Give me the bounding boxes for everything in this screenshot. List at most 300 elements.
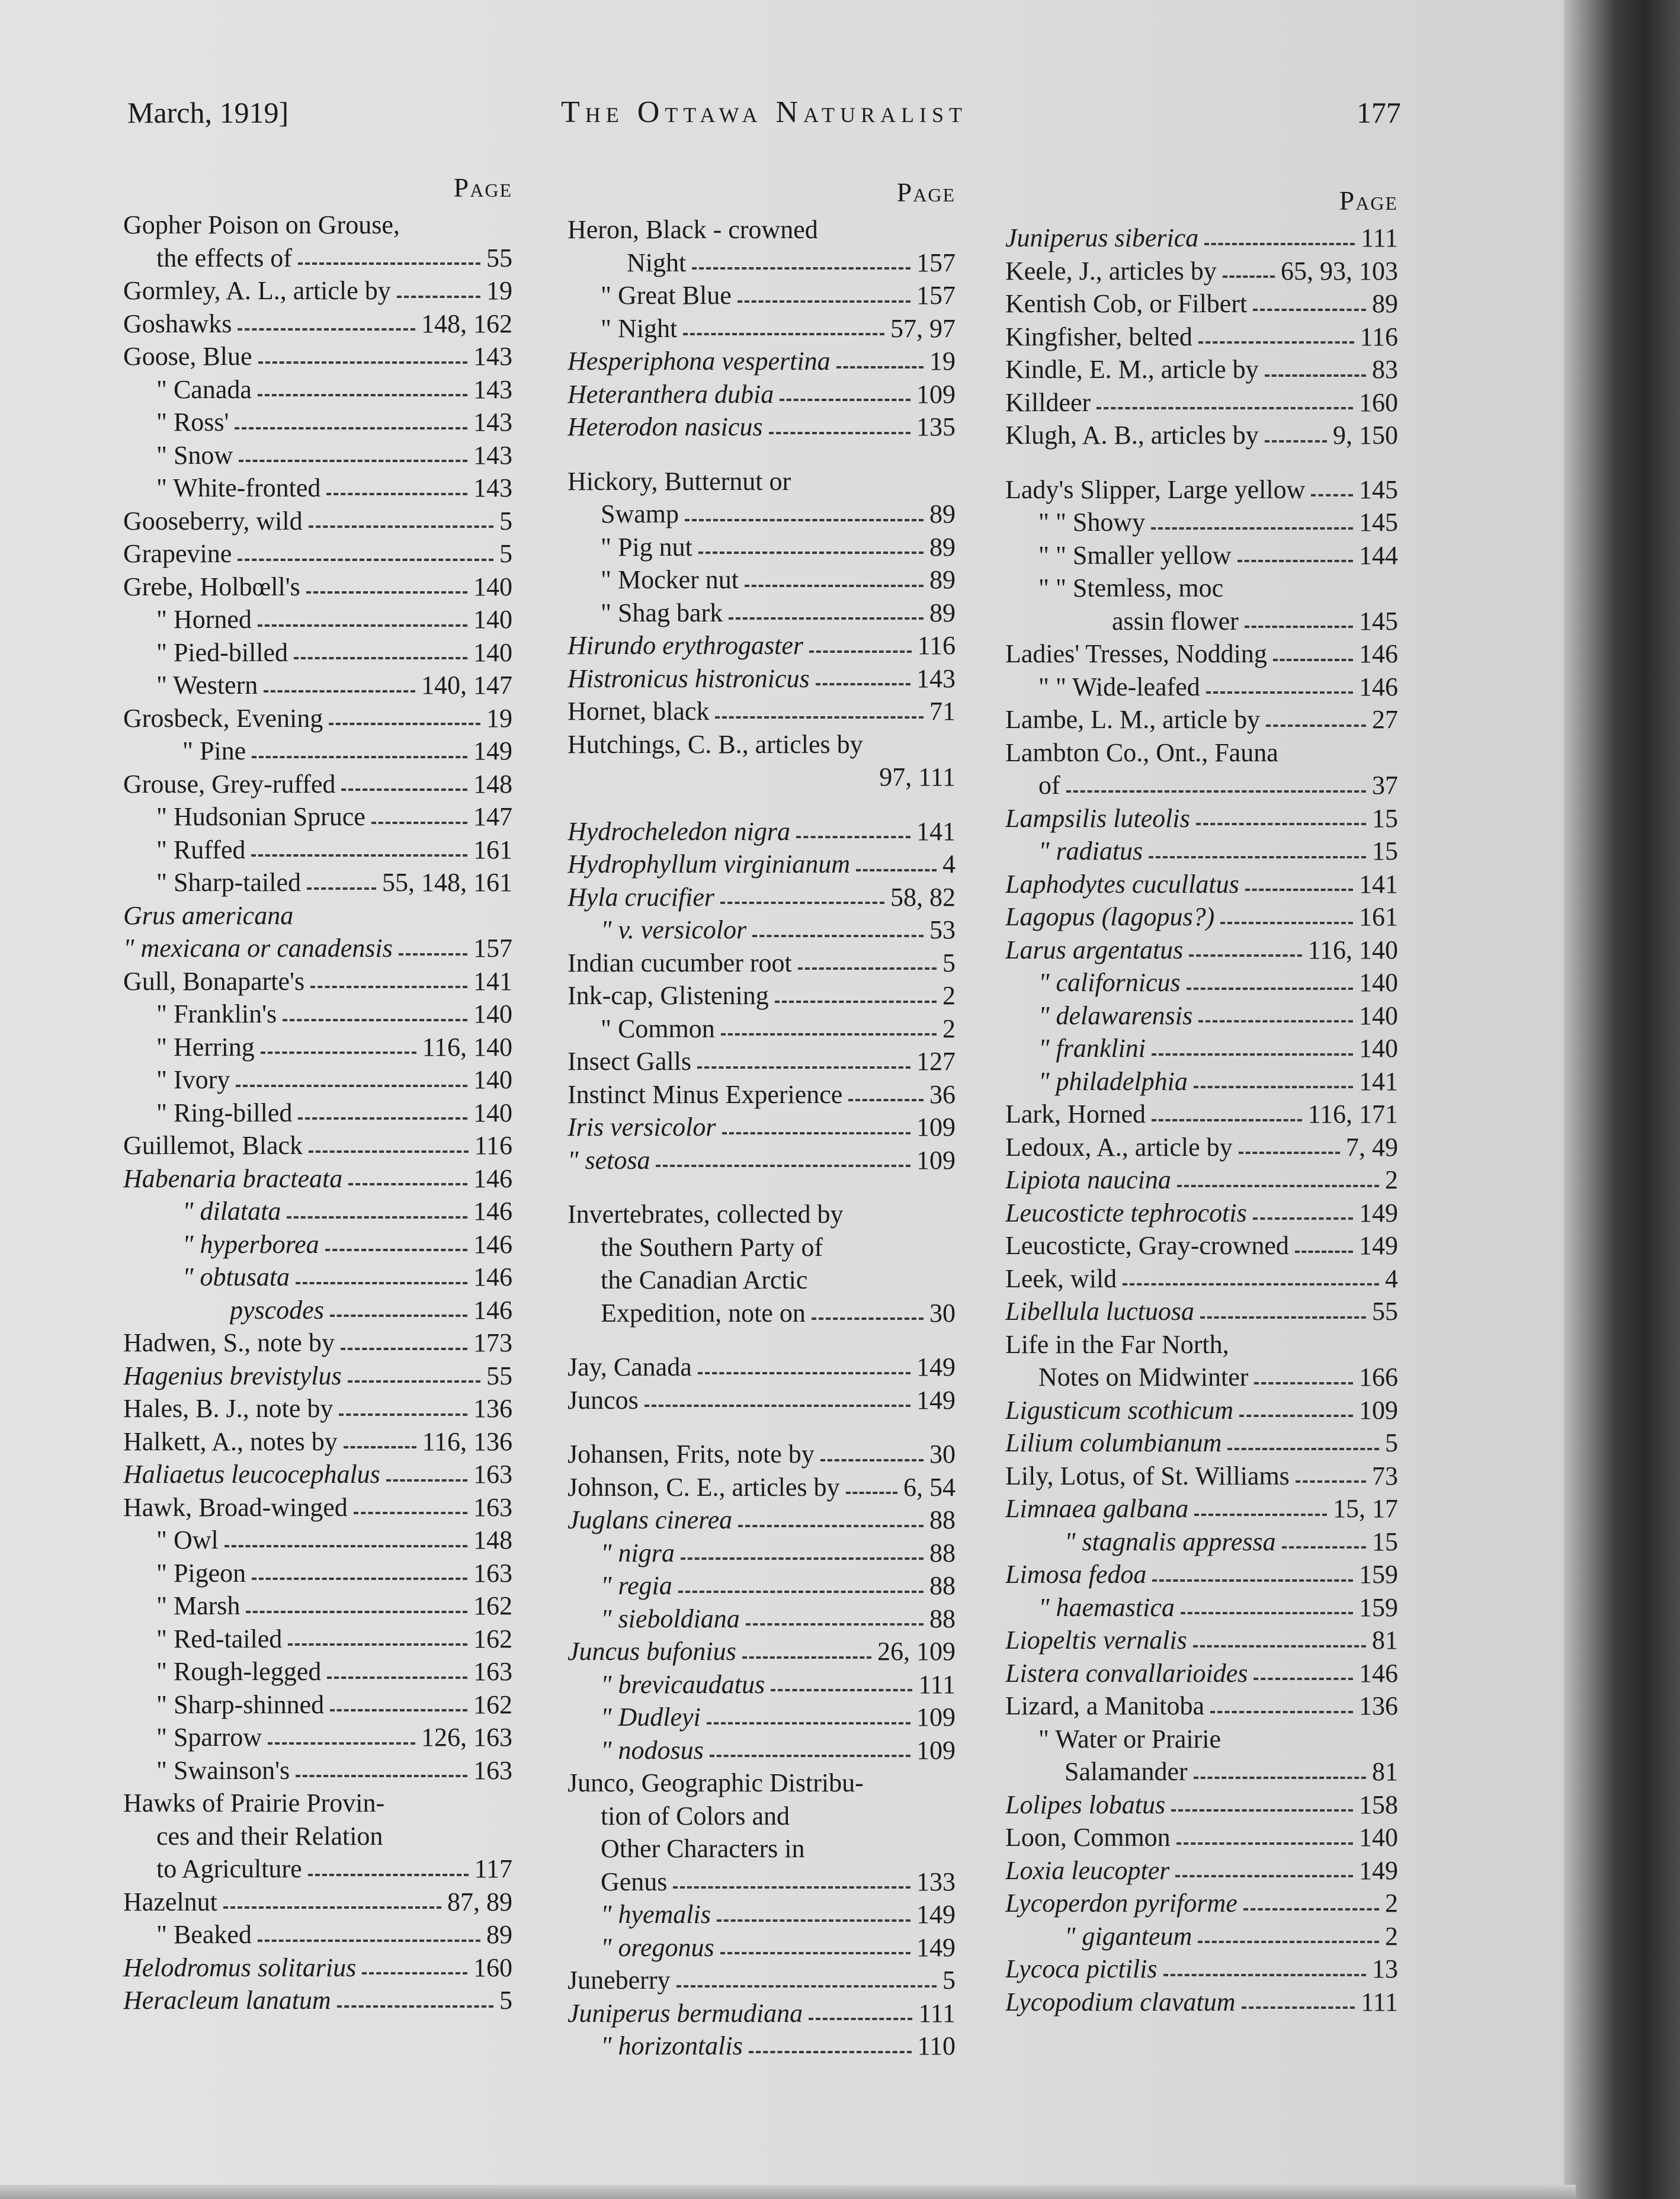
index-entry (123, 406, 512, 439)
index-entry (123, 1031, 512, 1064)
index-column-3 (1005, 180, 1398, 2018)
index-entry (123, 439, 512, 472)
dot-leader (283, 1019, 467, 1021)
index-entry (1005, 1887, 1398, 1920)
entry-term: Salamander (1065, 1757, 1188, 1786)
index-entry (1005, 222, 1398, 255)
dot-leader (798, 967, 937, 970)
entry-term: Juniperus siberica (1005, 223, 1199, 252)
dot-leader (1311, 494, 1353, 496)
entry-pages: 146 (473, 1163, 512, 1193)
dot-leader (1242, 2006, 1355, 2009)
dot-leader (296, 1775, 467, 1777)
dot-leader (1152, 1119, 1302, 1121)
dot-leader (341, 1348, 467, 1350)
index-entry (568, 465, 956, 498)
dot-leader (310, 986, 467, 988)
page-bottom-edge (0, 2185, 1576, 2199)
entry-term: Notes on Midwinter (1038, 1363, 1249, 1392)
index-entry (1005, 1591, 1398, 1624)
entry-term: Heterodon nasicus (568, 412, 763, 441)
index-entry (1005, 1821, 1398, 1854)
dot-leader (673, 1886, 910, 1889)
index-entry (1005, 671, 1398, 704)
index-entry (568, 629, 956, 662)
dot-leader (223, 1906, 441, 1909)
entry-term: Lambe, L. M., article by (1005, 705, 1261, 734)
index-entry (123, 1787, 512, 1820)
dot-leader (298, 262, 480, 265)
entry-term: " californicus (1038, 968, 1181, 997)
dot-leader (1152, 1053, 1353, 1056)
index-entry (123, 965, 512, 998)
entry-pages: 88 (929, 1571, 956, 1600)
entry-pages: 88 (929, 1604, 956, 1633)
index-entry (123, 1392, 512, 1425)
dot-leader (251, 854, 467, 857)
index-entry (1005, 353, 1398, 386)
index-entry (123, 768, 512, 801)
index-entry (1005, 1624, 1398, 1657)
dot-leader (752, 935, 924, 937)
dot-leader (268, 1742, 415, 1745)
index-entry (123, 472, 512, 505)
entry-term: Haliaetus leucocephalus (123, 1460, 380, 1489)
entry-term: " Sharp-tailed (156, 868, 301, 897)
index-entry (1005, 1163, 1398, 1197)
index-entry (1005, 637, 1398, 671)
entry-pages: 26, 109 (877, 1637, 956, 1666)
entry-pages: 2 (1385, 1165, 1398, 1194)
entry-pages: 117 (474, 1854, 512, 1883)
entry-pages: 173 (473, 1328, 512, 1357)
index-entry (1005, 835, 1398, 868)
entry-term: " Pine (182, 736, 246, 765)
dot-leader (348, 1183, 467, 1185)
entry-term: Gull, Bonaparte's (123, 966, 305, 996)
dot-leader (1282, 1546, 1366, 1549)
entry-pages: 5 (1385, 1428, 1398, 1457)
entry-term: " franklini (1038, 1034, 1146, 1063)
index-entry (568, 1767, 956, 1800)
dot-leader (738, 300, 910, 303)
entry-term: tion of Colors and (601, 1801, 790, 1831)
entry-term: " obtusata (182, 1262, 290, 1291)
index-entry (1005, 703, 1398, 736)
entry-pages: 149 (916, 1385, 956, 1415)
entry-term: Loon, Common (1005, 1823, 1171, 1852)
entry-term: Juglans cinerea (568, 1505, 733, 1534)
entry-pages: 146 (473, 1229, 512, 1259)
entry-term: Lycoca pictilis (1005, 1954, 1158, 1983)
dot-leader (707, 1722, 910, 1724)
dot-leader (775, 1001, 937, 1003)
entry-term: of (1038, 771, 1060, 800)
entry-pages: 146 (1359, 672, 1398, 701)
entry-pages: 109 (1359, 1395, 1398, 1425)
entry-pages: 149 (1359, 1231, 1398, 1260)
dot-leader (330, 1709, 467, 1711)
entry-term: " Pig nut (601, 532, 692, 562)
index-entry (123, 1228, 512, 1261)
dot-leader (809, 2018, 912, 2020)
dot-leader (698, 552, 924, 554)
dot-leader (258, 1940, 480, 1942)
entry-term: Goose, Blue (123, 342, 252, 371)
index-entry (1005, 1986, 1398, 2019)
entry-term: ces and their Relation (156, 1821, 383, 1851)
index-entry (568, 1701, 956, 1734)
entry-term: Liopeltis vernalis (1005, 1626, 1187, 1655)
index-entry (1005, 1723, 1398, 1756)
entry-term: " philadelphia (1038, 1066, 1188, 1096)
entry-pages: 6, 54 (903, 1472, 956, 1502)
entry-pages: 147 (473, 802, 512, 831)
index-entry (123, 1557, 512, 1590)
dot-leader (742, 1656, 871, 1659)
entry-pages: 144 (1359, 540, 1398, 570)
index-entry (1005, 287, 1398, 320)
entry-pages: 15 (1372, 1527, 1398, 1556)
dot-leader (681, 1557, 924, 1560)
entry-term: Lizard, a Manitoba (1005, 1691, 1204, 1720)
index-entry (1005, 320, 1398, 354)
index-entry (568, 563, 956, 597)
entry-pages: 140, 147 (421, 671, 512, 700)
entry-term: Juniperus bermudiana (568, 1998, 803, 2028)
entry-pages: 97, 111 (879, 762, 956, 791)
entry-pages: 2 (1385, 1889, 1398, 1918)
dot-leader (1194, 1086, 1353, 1088)
index-entry (1005, 769, 1398, 802)
entry-term: " " Wide-leafed (1038, 672, 1200, 701)
entry-term: Jay, Canada (568, 1352, 692, 1381)
entry-term: Goshawks (123, 309, 232, 338)
entry-pages: 30 (929, 1440, 956, 1469)
entry-term: Lolipes lobatus (1005, 1790, 1166, 1819)
entry-term: Juncos (568, 1385, 639, 1415)
dot-leader (1206, 691, 1353, 694)
dot-leader (1227, 1448, 1379, 1450)
entry-term: Hickory, Butternut or (568, 466, 791, 496)
entry-term: assin flower (1112, 606, 1239, 636)
dot-leader (816, 683, 910, 685)
page-column-label: Page (453, 172, 512, 203)
index-entry (1005, 506, 1398, 539)
entry-pages: 162 (473, 1690, 512, 1719)
entry-term: " Marsh (156, 1591, 241, 1620)
dot-leader (1152, 1579, 1353, 1582)
entry-pages: 141 (473, 966, 512, 996)
entry-pages: 89 (929, 532, 956, 562)
index-entry (568, 411, 956, 444)
dot-leader (238, 328, 415, 331)
index-entry (568, 1012, 956, 1046)
dot-leader (287, 1216, 467, 1219)
index-entry (123, 209, 512, 242)
dot-leader (1196, 823, 1366, 825)
index-entry (568, 1931, 956, 1964)
index-entry (123, 702, 512, 735)
entry-term: the Southern Party of (601, 1232, 823, 1262)
entry-term: " nodosus (601, 1735, 704, 1765)
entry-pages: 2 (1385, 1921, 1398, 1951)
dot-leader (329, 723, 480, 725)
entry-term: Hawks of Prairie Provin- (123, 1788, 385, 1817)
entry-term: Hutchings, C. B., articles by (568, 729, 863, 759)
dot-leader (710, 1755, 910, 1757)
entry-pages: 140 (473, 572, 512, 601)
entry-pages: 148 (473, 1525, 512, 1554)
index-entry (123, 1852, 512, 1886)
entry-term: Grosbeck, Evening (123, 703, 323, 733)
dot-leader (1296, 1480, 1366, 1483)
index-entry (1005, 1657, 1398, 1690)
entry-pages: 53 (929, 915, 956, 944)
index-entry (123, 1097, 512, 1130)
index-entry (568, 1898, 956, 1931)
entry-term: Lipiota naucina (1005, 1165, 1171, 1194)
dot-leader (1171, 1809, 1353, 1812)
index-entry (568, 1144, 956, 1177)
dot-leader (1265, 374, 1366, 377)
index-entry (1005, 1394, 1398, 1427)
entry-pages: 163 (473, 1558, 512, 1588)
index-entry (568, 1111, 956, 1144)
dot-leader (1175, 1875, 1353, 1877)
index-entry (1005, 1558, 1398, 1591)
entry-term: Ladies' Tresses, Nodding (1005, 639, 1267, 668)
index-entry (123, 1721, 512, 1754)
entry-term: " Swainson's (156, 1755, 290, 1785)
page-column-label: Page (1339, 185, 1398, 216)
index-entry (568, 1471, 956, 1504)
dot-leader (769, 432, 910, 434)
dot-leader (1253, 309, 1366, 311)
dot-leader (1097, 407, 1353, 409)
index-entry (568, 531, 956, 564)
entry-pages: 109 (916, 379, 956, 409)
index-column-1 (123, 167, 512, 2017)
dot-leader (399, 953, 467, 956)
entry-pages: 116, 140 (1307, 935, 1398, 964)
dot-leader (1253, 1217, 1353, 1220)
entry-term: Ink-cap, Glistening (568, 981, 769, 1010)
entry-pages: 7, 49 (1346, 1132, 1398, 1162)
dot-leader (656, 1165, 910, 1167)
dot-leader (746, 1623, 924, 1626)
entry-term: Hornet, black (568, 697, 710, 726)
entry-pages: 19 (929, 347, 956, 376)
entry-term: Gooseberry, wild (123, 506, 303, 536)
page-number: 177 (1357, 96, 1401, 129)
entry-term: " Beaked (156, 1920, 252, 1949)
index-entry (568, 1832, 956, 1865)
dot-leader (337, 2005, 493, 2008)
issue-date: March, 1919] (127, 96, 289, 129)
index-entry (123, 1688, 512, 1722)
entry-pages: 81 (1372, 1757, 1398, 1786)
entry-pages: 157 (916, 248, 956, 277)
index-entry (568, 2030, 956, 2063)
index-entry (568, 1264, 956, 1297)
entry-pages: 4 (942, 850, 956, 879)
index-entry (568, 1800, 956, 1833)
entry-term: " Owl (156, 1525, 219, 1554)
index-entry (123, 1655, 512, 1688)
entry-term: " Horned (156, 605, 252, 634)
entry-pages: 149 (916, 1932, 956, 1962)
entry-term: Johansen, Frits, note by (568, 1440, 815, 1469)
dot-leader (812, 1318, 924, 1320)
entry-term: Halkett, A., notes by (123, 1427, 338, 1456)
index-entry (568, 345, 956, 378)
entry-pages: 140 (1359, 1001, 1398, 1030)
index-entry (568, 498, 956, 531)
entry-term: " Rough-legged (156, 1657, 322, 1686)
entry-term: Hydrocheledon nigra (568, 816, 790, 846)
entry-pages: 166 (1359, 1363, 1398, 1392)
dot-leader (1239, 1152, 1340, 1154)
dot-leader (1223, 275, 1275, 278)
entry-term: Genus (601, 1867, 668, 1896)
index-entry (1005, 1131, 1398, 1164)
entry-term: Gormley, A. L., article by (123, 276, 391, 305)
entry-term: " dilatata (182, 1197, 281, 1226)
journal-title: The Ottawa Naturalist (560, 95, 968, 129)
entry-term: Kentish Cob, or Filbert (1005, 289, 1248, 318)
entry-pages: 71 (929, 697, 956, 726)
dot-leader (238, 559, 493, 561)
entry-pages: 145 (1359, 606, 1398, 636)
dot-leader (236, 1085, 467, 1087)
dot-leader (697, 1066, 910, 1069)
dot-leader (1194, 1514, 1327, 1516)
entry-gap (568, 1177, 956, 1198)
entry-pages: 160 (1359, 387, 1398, 417)
entry-pages: 148, 162 (421, 309, 512, 338)
index-entry (123, 1458, 512, 1491)
entry-pages: 111 (1361, 223, 1398, 252)
dot-leader (771, 1689, 912, 1691)
dot-leader (1177, 1185, 1379, 1187)
entry-term: " Herring (156, 1032, 255, 1062)
entry-pages: 163 (473, 1460, 512, 1489)
entry-pages: 140 (473, 637, 512, 667)
entry-term: Lilium columbianum (1005, 1428, 1222, 1457)
dot-leader (308, 1874, 469, 1876)
entry-pages: 146 (1359, 639, 1398, 668)
index-entry (1005, 999, 1398, 1033)
entry-pages: 163 (473, 1755, 512, 1785)
entry-term: Gopher Poison on Grouse, (123, 210, 400, 239)
entry-pages: 5 (499, 539, 512, 568)
entry-pages: 140 (1359, 968, 1398, 997)
entry-term: " Western (156, 671, 258, 700)
index-entry (1005, 419, 1398, 452)
entry-pages: 148 (473, 769, 512, 799)
index-entry (1005, 1788, 1398, 1822)
index-entry (568, 761, 956, 794)
entry-pages: 135 (916, 412, 956, 441)
index-entry (1005, 1328, 1398, 1361)
entry-term: Lampsilis luteolis (1005, 803, 1190, 833)
dot-leader (225, 1545, 467, 1547)
entry-pages: 145 (1359, 475, 1398, 504)
entry-term: Grebe, Holbœll's (123, 572, 300, 601)
entry-pages: 146 (473, 1197, 512, 1226)
dot-leader (246, 1611, 467, 1613)
dot-leader (809, 650, 912, 653)
index-entry (568, 213, 956, 246)
entry-term: Insect Galls (568, 1047, 691, 1076)
dot-leader (397, 296, 480, 298)
index-entry (568, 1351, 956, 1384)
entry-term: pyscodes (230, 1295, 324, 1325)
dot-leader (717, 1919, 910, 1922)
dot-leader (258, 361, 467, 364)
index-entry (123, 1360, 512, 1393)
entry-term: " Great Blue (601, 281, 732, 310)
entry-pages: 141 (1359, 869, 1398, 899)
dot-leader (645, 1405, 910, 1407)
entry-term: " Franklin's (156, 999, 277, 1028)
page-column-label: Page (896, 177, 956, 207)
entry-pages: 143 (473, 440, 512, 470)
dot-leader (749, 2051, 912, 2053)
index-entry (1005, 1854, 1398, 1887)
entry-pages: 2 (942, 1014, 956, 1043)
index-entry (123, 998, 512, 1031)
entry-pages: 159 (1359, 1592, 1398, 1622)
entry-term: Johnson, C. E., articles by (568, 1472, 840, 1502)
entry-term: Lady's Slipper, Large yellow (1005, 475, 1306, 504)
dot-leader (261, 1052, 416, 1054)
dot-leader (298, 1117, 467, 1120)
dot-leader (1295, 1251, 1353, 1253)
entry-pages: 157 (473, 934, 512, 963)
dot-leader (720, 902, 884, 904)
index-entry (123, 866, 512, 899)
dot-leader (1210, 1711, 1353, 1713)
index-entry (123, 899, 512, 932)
entry-term: Heteranthera dubia (568, 379, 774, 409)
entry-pages: 58, 82 (890, 882, 956, 912)
dot-leader (1239, 1415, 1353, 1417)
dot-leader (1066, 790, 1366, 793)
index-entry (568, 1997, 956, 2030)
index-entry (568, 1865, 956, 1899)
entry-term: " giganteum (1065, 1921, 1192, 1951)
index-entry (1005, 1492, 1398, 1525)
index-entry (568, 1668, 956, 1701)
index-entry (123, 735, 512, 768)
entry-term: Indian cucumber root (568, 948, 792, 977)
entry-pages: 140 (473, 605, 512, 634)
entry-pages: 140 (473, 999, 512, 1028)
dot-leader (1151, 527, 1353, 530)
entry-term: " brevicaudatus (601, 1669, 765, 1699)
index-entry (568, 947, 956, 980)
entry-term: Juncus bufonius (568, 1637, 736, 1666)
entry-pages: 126, 163 (421, 1723, 512, 1752)
entry-term: Lycoperdon pyriforme (1005, 1889, 1237, 1918)
index-entry (123, 1195, 512, 1228)
entry-term: " setosa (568, 1145, 650, 1175)
index-entry (123, 307, 512, 341)
index-entry (1005, 1755, 1398, 1788)
dot-leader (326, 493, 467, 495)
